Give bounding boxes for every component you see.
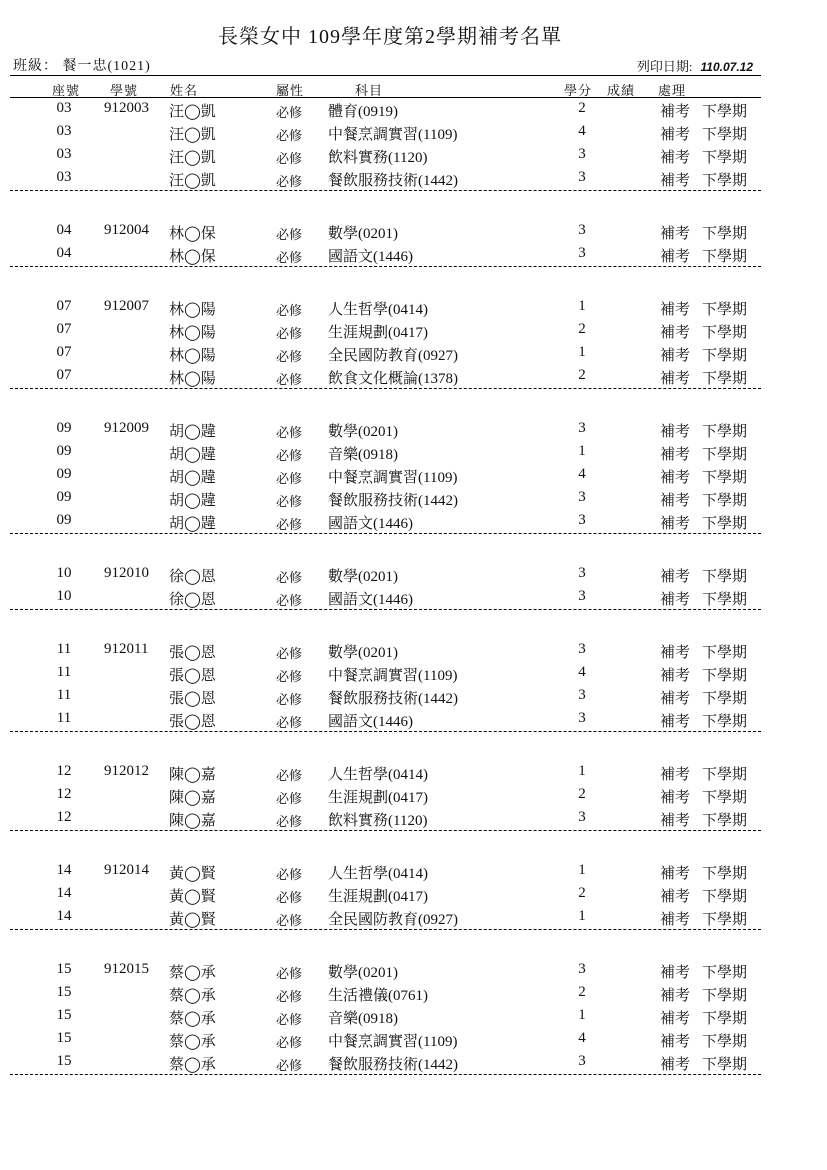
action-cell: 補考 — [660, 325, 691, 341]
table-row — [0, 466, 827, 488]
credits-cell: 3 — [578, 489, 586, 505]
action-cell: 補考 — [660, 1034, 691, 1050]
action-cell: 補考 — [660, 371, 691, 387]
table-row — [0, 710, 827, 732]
attribute-cell: 必修 — [276, 890, 303, 905]
table-row — [0, 344, 827, 366]
subject-cell: 全民國防教育(0927) — [328, 348, 458, 364]
subject-cell: 國語文(1446) — [328, 714, 413, 730]
table-row — [0, 809, 827, 831]
header-subject: 科目 — [355, 83, 384, 98]
subject-cell: 體育(0919) — [328, 104, 398, 120]
subject-cell: 飲食文化概論(1378) — [328, 371, 458, 387]
term-cell: 下學期 — [702, 150, 748, 166]
term-cell: 下學期 — [702, 988, 748, 1004]
name-cell: 黃◯賢 — [169, 889, 216, 905]
action-cell: 補考 — [660, 988, 691, 1004]
attribute-cell: 必修 — [276, 669, 303, 684]
subject-cell: 餐飲服務技術(1442) — [328, 173, 458, 189]
subject-cell: 國語文(1446) — [328, 516, 413, 532]
name-cell: 陳◯嘉 — [169, 813, 216, 829]
student-id-cell: 912010 — [104, 565, 149, 581]
action-cell: 補考 — [660, 714, 691, 730]
term-cell: 下學期 — [702, 173, 748, 189]
table-row — [0, 687, 827, 709]
attribute-cell: 必修 — [276, 989, 303, 1004]
action-cell: 補考 — [660, 1011, 691, 1027]
term-cell: 下學期 — [702, 668, 748, 684]
table-row — [0, 367, 827, 389]
attribute-cell: 必修 — [276, 372, 303, 387]
name-cell: 胡◯韙 — [169, 516, 216, 532]
attribute-cell: 必修 — [276, 715, 303, 730]
term-cell: 下學期 — [702, 691, 748, 707]
name-cell: 張◯恩 — [169, 645, 216, 661]
credits-cell: 3 — [578, 565, 586, 581]
attribute-cell: 必修 — [276, 814, 303, 829]
subject-cell: 中餐烹調實習(1109) — [328, 668, 458, 684]
subject-cell: 人生哲學(0414) — [328, 767, 428, 783]
subject-cell: 數學(0201) — [328, 424, 398, 440]
credits-cell: 1 — [578, 862, 586, 878]
attribute-cell: 必修 — [276, 105, 303, 120]
term-cell: 下學期 — [702, 767, 748, 783]
seat-cell: 10 — [56, 588, 72, 604]
seat-cell: 09 — [56, 512, 72, 528]
term-cell: 下學期 — [702, 965, 748, 981]
action-cell: 補考 — [660, 912, 691, 928]
seat-cell: 03 — [56, 123, 72, 139]
seat-cell: 09 — [56, 466, 72, 482]
attribute-cell: 必修 — [276, 303, 303, 318]
seat-cell: 15 — [56, 1030, 72, 1046]
action-cell: 補考 — [660, 965, 691, 981]
seat-cell: 12 — [56, 786, 72, 802]
table-row — [0, 641, 827, 663]
attribute-cell: 必修 — [276, 966, 303, 981]
term-cell: 下學期 — [702, 371, 748, 387]
term-cell: 下學期 — [702, 127, 748, 143]
action-cell: 補考 — [660, 592, 691, 608]
name-cell: 黃◯賢 — [169, 866, 216, 882]
seat-cell: 11 — [56, 710, 72, 726]
action-cell: 補考 — [660, 516, 691, 532]
header-action: 處理 — [658, 83, 687, 98]
credits-cell: 2 — [578, 984, 586, 1000]
attribute-cell: 必修 — [276, 494, 303, 509]
credits-cell: 3 — [578, 588, 586, 604]
name-cell: 陳◯嘉 — [169, 767, 216, 783]
action-cell: 補考 — [660, 249, 691, 265]
seat-cell: 11 — [56, 641, 72, 657]
attribute-cell: 必修 — [276, 867, 303, 882]
table-row — [0, 763, 827, 785]
credits-cell: 3 — [578, 809, 586, 825]
credits-cell: 3 — [578, 710, 586, 726]
credits-cell: 4 — [578, 1030, 586, 1046]
seat-cell: 14 — [56, 885, 72, 901]
action-cell: 補考 — [660, 104, 691, 120]
term-cell: 下學期 — [702, 866, 748, 882]
term-cell: 下學期 — [702, 516, 748, 532]
header-seat: 座號 — [52, 83, 81, 98]
seat-cell: 11 — [56, 687, 72, 703]
table-row — [0, 961, 827, 983]
seat-cell: 12 — [56, 763, 72, 779]
credits-cell: 1 — [578, 763, 586, 779]
attribute-cell: 必修 — [276, 692, 303, 707]
student-id-cell: 912007 — [104, 298, 149, 314]
table-row — [0, 222, 827, 244]
seat-cell: 15 — [56, 984, 72, 1000]
table-row — [0, 664, 827, 686]
table-row — [0, 908, 827, 930]
subject-cell: 中餐烹調實習(1109) — [328, 1034, 458, 1050]
attribute-cell: 必修 — [276, 1035, 303, 1050]
name-cell: 蔡◯承 — [169, 1011, 216, 1027]
subject-cell: 數學(0201) — [328, 569, 398, 585]
credits-cell: 2 — [578, 321, 586, 337]
group-separator — [10, 609, 761, 610]
credits-cell: 3 — [578, 420, 586, 436]
header-credits: 學分 — [564, 83, 593, 98]
subject-cell: 中餐烹調實習(1109) — [328, 127, 458, 143]
subject-cell: 數學(0201) — [328, 645, 398, 661]
name-cell: 蔡◯承 — [169, 1034, 216, 1050]
header-score: 成績 — [607, 83, 636, 98]
subject-cell: 飲料實務(1120) — [328, 813, 428, 829]
group-separator — [10, 830, 761, 831]
action-cell: 補考 — [660, 447, 691, 463]
credits-cell: 3 — [578, 961, 586, 977]
header-attribute: 屬性 — [276, 83, 305, 98]
attribute-cell: 必修 — [276, 151, 303, 166]
term-cell: 下學期 — [702, 1011, 748, 1027]
attribute-cell: 必修 — [276, 791, 303, 806]
action-cell: 補考 — [660, 790, 691, 806]
group-separator — [10, 190, 761, 191]
action-cell: 補考 — [660, 150, 691, 166]
table-row — [0, 588, 827, 610]
credits-cell: 4 — [578, 466, 586, 482]
seat-cell: 14 — [56, 862, 72, 878]
seat-cell: 07 — [56, 298, 72, 314]
action-cell: 補考 — [660, 1057, 691, 1073]
name-cell: 汪◯凱 — [169, 150, 216, 166]
credits-cell: 3 — [578, 245, 586, 261]
table-row — [0, 1030, 827, 1052]
subject-cell: 數學(0201) — [328, 965, 398, 981]
name-cell: 蔡◯承 — [169, 965, 216, 981]
name-cell: 林◯陽 — [169, 371, 216, 387]
action-cell: 補考 — [660, 173, 691, 189]
term-cell: 下學期 — [702, 493, 748, 509]
student-id-cell: 912011 — [104, 641, 149, 657]
attribute-cell: 必修 — [276, 517, 303, 532]
group-separator — [10, 731, 761, 732]
subject-cell: 飲料實務(1120) — [328, 150, 428, 166]
attribute-cell: 必修 — [276, 448, 303, 463]
attribute-cell: 必修 — [276, 349, 303, 364]
student-id-cell: 912004 — [104, 222, 149, 238]
print-date-label: 列印日期: — [636, 59, 693, 74]
page-title: 長榮女中 109學年度第2學期補考名單 — [218, 26, 562, 48]
credits-cell: 2 — [578, 100, 586, 116]
table-row — [0, 100, 827, 122]
subject-cell: 餐飲服務技術(1442) — [328, 493, 458, 509]
table-row — [0, 298, 827, 320]
subject-cell: 全民國防教育(0927) — [328, 912, 458, 928]
subject-cell: 生涯規劃(0417) — [328, 889, 428, 905]
attribute-cell: 必修 — [276, 174, 303, 189]
attribute-cell: 必修 — [276, 227, 303, 242]
name-cell: 胡◯韙 — [169, 493, 216, 509]
term-cell: 下學期 — [702, 325, 748, 341]
subject-cell: 音樂(0918) — [328, 447, 398, 463]
attribute-cell: 必修 — [276, 250, 303, 265]
seat-cell: 10 — [56, 565, 72, 581]
table-row — [0, 146, 827, 168]
seat-cell: 09 — [56, 489, 72, 505]
seat-cell: 07 — [56, 367, 72, 383]
name-cell: 汪◯凱 — [169, 127, 216, 143]
attribute-cell: 必修 — [276, 913, 303, 928]
term-cell: 下學期 — [702, 470, 748, 486]
action-cell: 補考 — [660, 668, 691, 684]
term-cell: 下學期 — [702, 249, 748, 265]
attribute-cell: 必修 — [276, 425, 303, 440]
action-cell: 補考 — [660, 470, 691, 486]
name-cell: 黃◯賢 — [169, 912, 216, 928]
table-row — [0, 123, 827, 145]
print-date-value: 110.07.12 — [700, 60, 753, 74]
name-cell: 林◯保 — [169, 226, 216, 242]
action-cell: 補考 — [660, 889, 691, 905]
seat-cell: 04 — [56, 222, 72, 238]
term-cell: 下學期 — [702, 1034, 748, 1050]
term-cell: 下學期 — [702, 790, 748, 806]
table-row — [0, 786, 827, 808]
name-cell: 蔡◯承 — [169, 1057, 216, 1073]
credits-cell: 1 — [578, 908, 586, 924]
table-row — [0, 169, 827, 191]
action-cell: 補考 — [660, 302, 691, 318]
action-cell: 補考 — [660, 424, 691, 440]
credits-cell: 2 — [578, 885, 586, 901]
subject-cell: 生涯規劃(0417) — [328, 790, 428, 806]
attribute-cell: 必修 — [276, 646, 303, 661]
seat-cell: 12 — [56, 809, 72, 825]
name-cell: 張◯恩 — [169, 691, 216, 707]
name-cell: 陳◯嘉 — [169, 790, 216, 806]
action-cell: 補考 — [660, 813, 691, 829]
student-id-cell: 912012 — [104, 763, 149, 779]
attribute-cell: 必修 — [276, 1058, 303, 1073]
name-cell: 胡◯韙 — [169, 470, 216, 486]
name-cell: 徐◯恩 — [169, 569, 216, 585]
subject-cell: 生涯規劃(0417) — [328, 325, 428, 341]
credits-cell: 2 — [578, 367, 586, 383]
group-separator — [10, 266, 761, 267]
group-separator — [10, 929, 761, 930]
subject-cell: 人生哲學(0414) — [328, 866, 428, 882]
name-cell: 林◯陽 — [169, 325, 216, 341]
subject-cell: 音樂(0918) — [328, 1011, 398, 1027]
table-row — [0, 245, 827, 267]
table-row — [0, 321, 827, 343]
credits-cell: 1 — [578, 1007, 586, 1023]
action-cell: 補考 — [660, 493, 691, 509]
subject-cell: 生活禮儀(0761) — [328, 988, 428, 1004]
group-separator — [10, 533, 761, 534]
name-cell: 張◯恩 — [169, 668, 216, 684]
header-name: 姓名 — [170, 83, 199, 98]
subject-cell: 餐飲服務技術(1442) — [328, 1057, 458, 1073]
name-cell: 汪◯凱 — [169, 104, 216, 120]
table-row — [0, 512, 827, 534]
term-cell: 下學期 — [702, 226, 748, 242]
term-cell: 下學期 — [702, 447, 748, 463]
subject-cell: 數學(0201) — [328, 226, 398, 242]
subject-cell: 國語文(1446) — [328, 249, 413, 265]
name-cell: 胡◯韙 — [169, 447, 216, 463]
name-cell: 徐◯恩 — [169, 592, 216, 608]
table-row — [0, 565, 827, 587]
action-cell: 補考 — [660, 127, 691, 143]
seat-cell: 15 — [56, 961, 72, 977]
credits-cell: 4 — [578, 664, 586, 680]
name-cell: 林◯陽 — [169, 348, 216, 364]
term-cell: 下學期 — [702, 912, 748, 928]
credits-cell: 3 — [578, 641, 586, 657]
table-row — [0, 1007, 827, 1029]
term-cell: 下學期 — [702, 813, 748, 829]
group-separator — [10, 1074, 761, 1075]
credits-cell: 1 — [578, 298, 586, 314]
term-cell: 下學期 — [702, 889, 748, 905]
subject-cell: 中餐烹調實習(1109) — [328, 470, 458, 486]
action-cell: 補考 — [660, 569, 691, 585]
seat-cell: 03 — [56, 100, 72, 116]
credits-cell: 3 — [578, 1053, 586, 1069]
seat-cell: 03 — [56, 146, 72, 162]
term-cell: 下學期 — [702, 302, 748, 318]
seat-cell: 11 — [56, 664, 72, 680]
table-row — [0, 862, 827, 884]
term-cell: 下學期 — [702, 424, 748, 440]
seat-cell: 14 — [56, 908, 72, 924]
student-id-cell: 912015 — [104, 961, 149, 977]
student-id-cell: 912014 — [104, 862, 149, 878]
action-cell: 補考 — [660, 645, 691, 661]
seat-cell: 04 — [56, 245, 72, 261]
term-cell: 下學期 — [702, 645, 748, 661]
subject-cell: 餐飲服務技術(1442) — [328, 691, 458, 707]
class-label: 班級： 餐一忠(1021) — [13, 59, 151, 74]
student-id-cell: 912003 — [104, 100, 149, 116]
action-cell: 補考 — [660, 348, 691, 364]
table-row — [0, 885, 827, 907]
term-cell: 下學期 — [702, 348, 748, 364]
credits-cell: 3 — [578, 512, 586, 528]
credits-cell: 2 — [578, 786, 586, 802]
seat-cell: 09 — [56, 443, 72, 459]
seat-cell: 07 — [56, 321, 72, 337]
action-cell: 補考 — [660, 226, 691, 242]
credits-cell: 1 — [578, 443, 586, 459]
action-cell: 補考 — [660, 767, 691, 783]
attribute-cell: 必修 — [276, 128, 303, 143]
action-cell: 補考 — [660, 866, 691, 882]
seat-cell: 07 — [56, 344, 72, 360]
seat-cell: 09 — [56, 420, 72, 436]
student-id-cell: 912009 — [104, 420, 149, 436]
credits-cell: 1 — [578, 344, 586, 360]
name-cell: 張◯恩 — [169, 714, 216, 730]
table-row — [0, 443, 827, 465]
term-cell: 下學期 — [702, 569, 748, 585]
header-student-id: 學號 — [110, 83, 139, 98]
term-cell: 下學期 — [702, 1057, 748, 1073]
credits-cell: 3 — [578, 169, 586, 185]
name-cell: 蔡◯承 — [169, 988, 216, 1004]
group-separator — [10, 388, 761, 389]
attribute-cell: 必修 — [276, 326, 303, 341]
seat-cell: 03 — [56, 169, 72, 185]
attribute-cell: 必修 — [276, 471, 303, 486]
table-row — [0, 489, 827, 511]
seat-cell: 15 — [56, 1053, 72, 1069]
term-cell: 下學期 — [702, 104, 748, 120]
attribute-cell: 必修 — [276, 1012, 303, 1027]
attribute-cell: 必修 — [276, 768, 303, 783]
credits-cell: 3 — [578, 146, 586, 162]
term-cell: 下學期 — [702, 714, 748, 730]
table-row — [0, 420, 827, 442]
table-row — [0, 1053, 827, 1075]
credits-cell: 3 — [578, 222, 586, 238]
attribute-cell: 必修 — [276, 593, 303, 608]
table-row — [0, 984, 827, 1006]
seat-cell: 15 — [56, 1007, 72, 1023]
credits-cell: 3 — [578, 687, 586, 703]
term-cell: 下學期 — [702, 592, 748, 608]
action-cell: 補考 — [660, 691, 691, 707]
name-cell: 林◯陽 — [169, 302, 216, 318]
name-cell: 林◯保 — [169, 249, 216, 265]
subject-cell: 人生哲學(0414) — [328, 302, 428, 318]
subject-cell: 國語文(1446) — [328, 592, 413, 608]
name-cell: 胡◯韙 — [169, 424, 216, 440]
name-cell: 汪◯凱 — [169, 173, 216, 189]
credits-cell: 4 — [578, 123, 586, 139]
attribute-cell: 必修 — [276, 570, 303, 585]
